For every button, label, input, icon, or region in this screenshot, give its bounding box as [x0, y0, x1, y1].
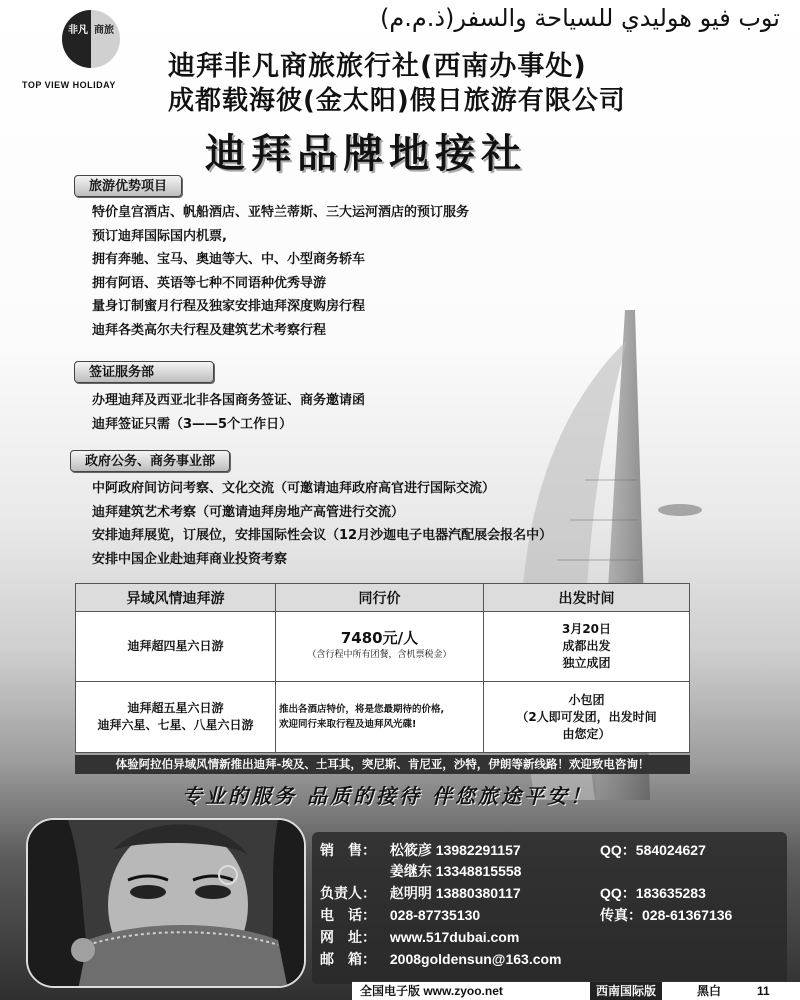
- service-slogan: 专业的服务 品质的接待 伴您旅途平安！: [182, 784, 593, 808]
- qq-1: 584024627: [635, 842, 706, 858]
- company-logo: [22, 8, 162, 100]
- row2-date-2: （2人即可发团，出发时间: [516, 709, 657, 724]
- row2-tour-2: 迪拜六星、七星、八星六日游: [97, 718, 254, 732]
- contact-web-row: [320, 927, 519, 947]
- header-date: 出发时间: [484, 584, 690, 612]
- row1-price: 7480元/人: [340, 628, 419, 647]
- fax: 028-61367136: [642, 907, 733, 923]
- row1-date-cell: [484, 612, 690, 682]
- footer-color: 黑白: [697, 984, 722, 998]
- sales-2: 姜继东 13348815558: [389, 863, 522, 879]
- company-name-2: 成都载海彼(金太阳)假日旅游有限公司: [168, 86, 626, 116]
- row2-note-2: 欢迎同行来取行程及迪拜风光碟!: [279, 719, 417, 730]
- list-item: 量身订制蜜月行程及独家安排迪拜深度购房行程: [92, 299, 366, 314]
- email-link[interactable]: 2008goldensun@163.com: [389, 951, 562, 967]
- row2-tour-cell: [76, 682, 276, 753]
- logo-english: TOP VIEW HOLIDAY: [22, 80, 116, 90]
- header-price: 同行价: [276, 584, 484, 612]
- contact-sales-row: [320, 840, 706, 860]
- qq-label-2: QQ：: [600, 885, 636, 901]
- logo-char-1: 非凡: [68, 25, 88, 36]
- fax-label: 传真：: [600, 907, 642, 923]
- list-item: 特价皇宫酒店、帆船酒店、亚特兰蒂斯、三大运河酒店的预订服务: [92, 205, 470, 220]
- table-header-row: [76, 584, 690, 612]
- row1-date-2: 成都出发: [562, 639, 611, 653]
- contact-panel: [312, 832, 787, 984]
- tourism-section-tag: 旅游优势项目: [74, 175, 182, 197]
- row2-date-cell: [484, 682, 690, 753]
- phone: 028-87735130: [389, 907, 481, 923]
- contact-phone-row: [320, 905, 733, 925]
- sales-1: 松筱彦 13982291157: [389, 842, 521, 858]
- row2-note-1: 推出各酒店特价，将是您最期待的价格,: [279, 704, 445, 715]
- page-number: 11: [757, 984, 770, 998]
- list-item: 迪拜签证只需（3——5个工作日）: [92, 416, 293, 432]
- row1-price-cell: [276, 612, 484, 682]
- row2-note-cell: [276, 682, 484, 753]
- header-tour: 异域风情迪拜游: [76, 584, 276, 612]
- list-item: 拥有奔驰、宝马、奥迪等大、中、小型商务轿车: [92, 252, 366, 267]
- row1-date-1: 3月20日: [561, 622, 612, 636]
- list-item: 迪拜建筑艺术考察（可邀请迪拜房地产高管进行交流）: [92, 504, 405, 520]
- table-row: [76, 612, 690, 682]
- new-routes-strip: 体验阿拉伯异域风情新推出迪拜-埃及、土耳其，突尼斯、肯尼亚，沙特，伊朗等新线路！欢迎致电咨询！: [75, 755, 690, 774]
- price-table: [75, 583, 690, 753]
- qq-2: 183635283: [635, 885, 706, 901]
- logo-char-2: 商旅: [94, 25, 114, 36]
- mail-label: 邮 箱：: [320, 951, 376, 967]
- gov-list: [92, 477, 552, 571]
- list-item: 安排中国企业赴迪拜商业投资考察: [92, 551, 288, 567]
- sales-label: 销 售：: [320, 842, 376, 858]
- row1-price-note: （含行程中所有团餐，含机票税金）: [307, 649, 452, 660]
- contact-mail-row: [320, 949, 562, 969]
- list-item: 中阿政府间访问考察、文化交流（可邀请迪拜政府高官进行国际交流）: [92, 481, 496, 496]
- manager: 赵明明 13880380117: [389, 885, 521, 901]
- fax-group: [600, 905, 732, 925]
- row1-date-3: 独立成团: [562, 656, 611, 670]
- row2-tour-1: 迪拜超五星六日游: [127, 701, 224, 715]
- qq-1-group: [600, 840, 706, 860]
- visa-list: [92, 389, 365, 436]
- row2-date-3: 由您定）: [562, 726, 611, 741]
- brand-slogan: 迪拜品牌地接社: [205, 131, 527, 177]
- footer-edition: 全国电子版 www.zyoo.net: [360, 984, 503, 998]
- row2-date-1: 小包团: [568, 692, 605, 707]
- contact-manager-row: [320, 883, 706, 903]
- list-item: 迪拜各类高尔夫行程及建筑艺术考察行程: [92, 322, 327, 338]
- gov-section-tag: 政府公务、商务事业部: [70, 450, 230, 472]
- tourism-list: [92, 201, 469, 342]
- row1-tour: 迪拜超四星六日游: [76, 612, 276, 682]
- footer-region: 西南国际版: [590, 982, 662, 1000]
- list-item: 办理迪拜及西亚北非各国商务签证、商务邀请函: [92, 393, 366, 408]
- visa-section-tag: 签证服务部: [74, 361, 214, 383]
- woman-photo: [26, 818, 306, 988]
- table-row: [76, 682, 690, 753]
- qq-2-group: [600, 883, 706, 903]
- website-link[interactable]: www.517dubai.com: [389, 929, 520, 945]
- page-footer: [352, 981, 800, 1000]
- contact-sales-row-2: [320, 861, 521, 881]
- qq-label-1: QQ：: [600, 842, 636, 858]
- web-label: 网 址：: [320, 929, 376, 945]
- phone-label: 电 话：: [320, 907, 376, 923]
- veiled-woman-icon: [28, 820, 306, 988]
- company-name-1: 迪拜非凡商旅旅行社(西南办事处): [168, 51, 587, 82]
- manager-label: 负责人：: [320, 885, 376, 901]
- logo-mark-icon: [62, 10, 120, 68]
- list-item: 预订迪拜国际国内机票,: [92, 228, 227, 244]
- list-item: 安排迪拜展览，订展位，安排国际性会议（12月沙迦电子电器汽配展会报名中）: [92, 528, 553, 543]
- list-item: 拥有阿语、英语等七种不同语种优秀导游: [92, 275, 327, 291]
- arabic-company-name: توب فيو هوليدي للسياحة والسفر(ذ.م.م): [380, 4, 780, 32]
